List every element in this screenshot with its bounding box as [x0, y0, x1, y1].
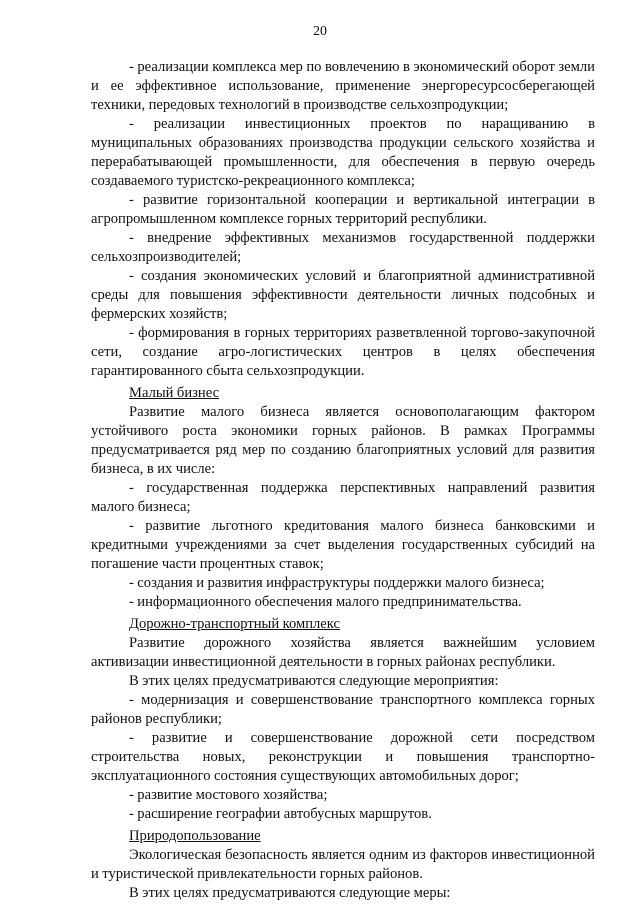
body-paragraph: Экологическая безопасность является одним из факторов инвестиционной и туристической привлекательности горных районов. [91, 847, 595, 882]
body-paragraph: Развитие малого бизнеса является основополагающим фактором устойчивого роста экономики горных районов. В рамках Программы предусматривается ряд мер по созданию благоприятных условий для развития бизнеса, в их числе: [91, 404, 595, 477]
body-paragraph: В этих целях предусматриваются следующие мероприятия: [129, 673, 499, 689]
list-item: - государственная поддержка перспективных направлений развития малого бизнеса; [91, 480, 595, 515]
list-item: - развитие горизонтальной кооперации и вертикальной интеграции в агропромышленном комплексе горных территорий республики. [91, 192, 595, 227]
list-item: - создания и развития инфраструктуры поддержки малого бизнеса; [129, 575, 545, 591]
page-number: 20 [313, 24, 327, 39]
list-item: - создания экономических условий и благоприятной административной среды для повышения эффективности деятельности личных подсобных и фермерских хозяйств; [91, 268, 595, 322]
list-item: - внедрение эффективных механизмов государственной поддержки сельхозпроизводителей; [91, 230, 595, 265]
list-item: - реализации инвестиционных проектов по наращиванию в муниципальных образованиях производства продукции сельского хозяйства и перерабатывающей промышленности, для обеспечения в первую очередь создаваемого туристско-рекреационного комплекса; [91, 116, 595, 189]
section-heading-road-transport: Дорожно-транспортный комплекс [129, 616, 340, 632]
list-item: - развитие льготного кредитования малого бизнеса банковскими и кредитными учреждениями за счет выделения государственных субсидий на погашение части процентных ставок; [91, 518, 595, 572]
list-item: - развитие мостового хозяйства; [129, 787, 328, 803]
list-item: - формирования в горных территориях разветвленной торгово-закупочной сети, создание агро-логистических центров в целях обеспечения гарантированного сбыта сельхозпродукции. [91, 325, 595, 379]
list-item: - развитие и совершенствование дорожной сети посредством строительства новых, реконструкции и повышения транспортно-эксплуатационного состояния существующих автомобильных дорог; [91, 730, 595, 784]
list-item: - информационного обеспечения малого предпринимательства. [129, 594, 522, 610]
body-paragraph: Развитие дорожного хозяйства является важнейшим условием активизации инвестиционной деятельности в горных районах республики. [91, 635, 595, 670]
document-body [91, 58, 595, 903]
section-heading-nature-management: Природопользование [129, 828, 261, 844]
list-item: - расширение географии автобусных маршрутов. [129, 806, 432, 822]
list-item: - реализации комплекса мер по вовлечению в экономический оборот земли и ее эффективное использование, применение энергоресурсосберегающей техники, передовых технологий в производстве сельхозпродукции; [91, 59, 595, 113]
body-paragraph: В этих целях предусматриваются следующие меры: [129, 885, 451, 901]
section-heading-small-business: Малый бизнес [129, 385, 220, 401]
list-item: - модернизация и совершенствование транспортного комплекса горных районов республики; [91, 692, 595, 727]
